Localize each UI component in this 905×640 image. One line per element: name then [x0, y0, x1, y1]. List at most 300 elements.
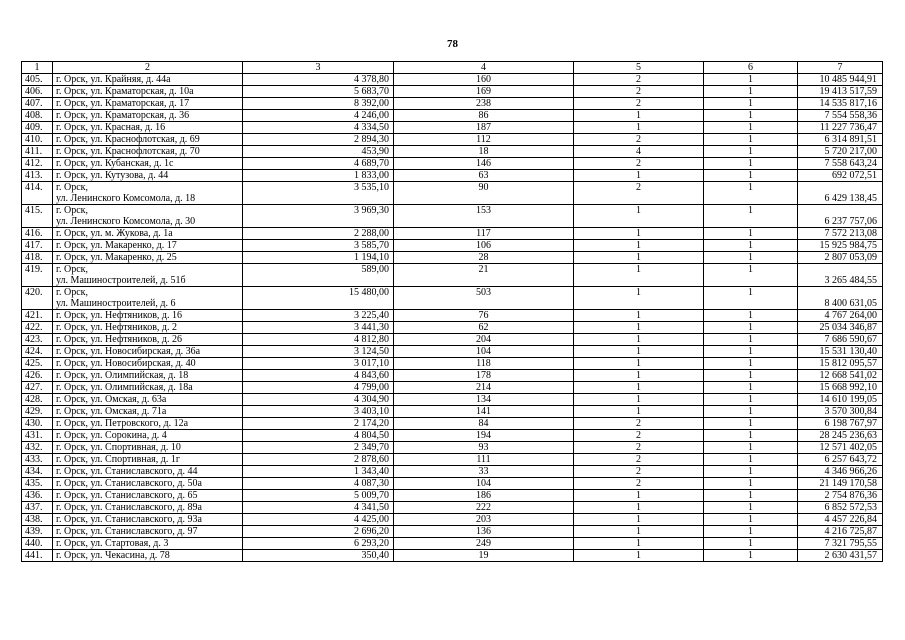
address-line-2: ул. Ленинского Комсомола, д. 30 — [56, 216, 196, 227]
row-amount: 7 686 590,67 — [798, 334, 883, 346]
row-col-6: 1 — [704, 264, 798, 287]
row-col-4: 153 — [394, 205, 574, 228]
table-row — [22, 110, 883, 122]
row-amount: 6 198 767,97 — [798, 418, 883, 430]
row-col-4: 249 — [394, 538, 574, 550]
address-line-1: г. Орск, ул. Нефтяников, д. 16 — [56, 310, 183, 321]
row-col-4: 194 — [394, 430, 574, 442]
header-col-1: 1 — [22, 62, 53, 74]
row-amount: 6 257 643,72 — [798, 454, 883, 466]
row-amount: 10 485 944,91 — [798, 74, 883, 86]
address-line-1: г. Орск, ул. Нефтяников, д. 26 — [56, 334, 183, 345]
row-col-6: 1 — [704, 466, 798, 478]
row-col-4: 222 — [394, 502, 574, 514]
row-col-5: 1 — [574, 240, 704, 252]
table-row — [22, 394, 883, 406]
row-number: 436. — [22, 490, 53, 502]
row-area: 4 843,60 — [243, 370, 394, 382]
address-line-1: г. Орск, ул. Станиславского, д. 50а — [56, 478, 202, 489]
header-col-3: 3 — [243, 62, 394, 74]
address-line-1: г. Орск, ул. Краматорская, д. 36 — [56, 110, 190, 121]
row-area: 2 174,20 — [243, 418, 394, 430]
row-col-5: 2 — [574, 86, 704, 98]
row-number: 434. — [22, 466, 53, 478]
row-col-5: 1 — [574, 346, 704, 358]
address-line-1: г. Орск, ул. Кубанская, д. 1с — [56, 158, 174, 169]
address-line-1: г. Орск, ул. Кутузова, д. 44 — [56, 170, 169, 181]
row-col-4: 203 — [394, 514, 574, 526]
row-col-6: 1 — [704, 334, 798, 346]
row-address — [53, 418, 243, 430]
row-col-5: 2 — [574, 466, 704, 478]
row-col-5: 1 — [574, 287, 704, 310]
row-address — [53, 490, 243, 502]
row-col-5: 1 — [574, 358, 704, 370]
row-col-6: 1 — [704, 346, 798, 358]
table-row — [22, 158, 883, 170]
header-col-2: 2 — [53, 62, 243, 74]
address-line-1: г. Орск, ул. Спортивная, д. 1г — [56, 454, 180, 465]
table-header-row — [22, 62, 883, 74]
row-area: 4 799,00 — [243, 382, 394, 394]
table-row — [22, 442, 883, 454]
row-col-6: 1 — [704, 86, 798, 98]
row-col-4: 214 — [394, 382, 574, 394]
row-col-6: 1 — [704, 287, 798, 310]
address-line-1: г. Орск, ул. Олимпийская, д. 18 — [56, 370, 189, 381]
row-number: 421. — [22, 310, 53, 322]
row-col-5: 2 — [574, 430, 704, 442]
row-number: 439. — [22, 526, 53, 538]
row-address — [53, 322, 243, 334]
row-amount: 7 554 558,36 — [798, 110, 883, 122]
row-number: 419. — [22, 264, 53, 287]
address-line-1: г. Орск, ул. Станиславского, д. 93а — [56, 514, 202, 525]
row-amount: 2 630 431,57 — [798, 550, 883, 562]
row-area: 589,00 — [243, 264, 394, 287]
row-col-5: 2 — [574, 442, 704, 454]
table-row — [22, 134, 883, 146]
table-row — [22, 182, 883, 205]
row-col-6: 1 — [704, 490, 798, 502]
row-col-4: 33 — [394, 466, 574, 478]
row-amount: 2 807 053,09 — [798, 252, 883, 264]
row-col-4: 63 — [394, 170, 574, 182]
header-col-5: 5 — [574, 62, 704, 74]
row-address — [53, 287, 243, 310]
row-amount: 7 558 643,24 — [798, 158, 883, 170]
row-area: 2 349,70 — [243, 442, 394, 454]
row-amount: 4 346 966,26 — [798, 466, 883, 478]
row-amount: 15 668 992,10 — [798, 382, 883, 394]
row-amount: 7 321 795,55 — [798, 538, 883, 550]
address-line-1: г. Орск, ул. Омская, д. 63а — [56, 394, 167, 405]
row-address — [53, 170, 243, 182]
table-row — [22, 418, 883, 430]
row-address — [53, 514, 243, 526]
row-col-6: 1 — [704, 74, 798, 86]
row-col-6: 1 — [704, 322, 798, 334]
address-line-1: г. Орск, ул. Спортивная, д. 10 — [56, 442, 181, 453]
table-row — [22, 334, 883, 346]
row-amount: 15 531 130,40 — [798, 346, 883, 358]
row-amount: 28 245 236,63 — [798, 430, 883, 442]
row-col-6: 1 — [704, 158, 798, 170]
row-col-6: 1 — [704, 550, 798, 562]
row-col-4: 118 — [394, 358, 574, 370]
table-row — [22, 478, 883, 490]
row-col-4: 134 — [394, 394, 574, 406]
table-row — [22, 146, 883, 158]
address-line-1: г. Орск, ул. Краматорская, д. 10а — [56, 86, 194, 97]
row-area: 2 894,30 — [243, 134, 394, 146]
row-address — [53, 74, 243, 86]
row-col-5: 1 — [574, 228, 704, 240]
table-row — [22, 514, 883, 526]
row-address — [53, 430, 243, 442]
row-number: 407. — [22, 98, 53, 110]
address-line-1: г. Орск, ул. Крайняя, д. 44а — [56, 74, 171, 85]
row-area: 4 304,90 — [243, 394, 394, 406]
row-amount: 3 570 300,84 — [798, 406, 883, 418]
row-amount: 8 400 631,05 — [798, 287, 883, 310]
row-col-5: 1 — [574, 526, 704, 538]
row-amount: 19 413 517,59 — [798, 86, 883, 98]
row-area: 4 378,80 — [243, 74, 394, 86]
row-col-5: 1 — [574, 122, 704, 134]
row-address — [53, 310, 243, 322]
table-row — [22, 310, 883, 322]
row-col-6: 1 — [704, 205, 798, 228]
row-area: 5 683,70 — [243, 86, 394, 98]
row-col-5: 1 — [574, 490, 704, 502]
row-col-4: 238 — [394, 98, 574, 110]
row-col-6: 1 — [704, 502, 798, 514]
row-amount: 4 767 264,00 — [798, 310, 883, 322]
row-col-4: 503 — [394, 287, 574, 310]
row-number: 440. — [22, 538, 53, 550]
row-address — [53, 158, 243, 170]
row-area: 1 343,40 — [243, 466, 394, 478]
row-col-4: 187 — [394, 122, 574, 134]
row-address — [53, 252, 243, 264]
row-col-4: 106 — [394, 240, 574, 252]
row-col-5: 1 — [574, 550, 704, 562]
row-area: 2 878,60 — [243, 454, 394, 466]
table-row — [22, 490, 883, 502]
row-address — [53, 240, 243, 252]
row-col-5: 1 — [574, 110, 704, 122]
row-amount: 14 610 199,05 — [798, 394, 883, 406]
row-number: 411. — [22, 146, 53, 158]
row-number: 413. — [22, 170, 53, 182]
row-col-5: 1 — [574, 252, 704, 264]
table-row — [22, 550, 883, 562]
row-col-4: 136 — [394, 526, 574, 538]
row-area: 1 194,10 — [243, 252, 394, 264]
row-area: 3 535,10 — [243, 182, 394, 205]
row-amount: 6 237 757,06 — [798, 205, 883, 228]
row-number: 418. — [22, 252, 53, 264]
row-area: 4 804,50 — [243, 430, 394, 442]
row-area: 453,90 — [243, 146, 394, 158]
row-number: 431. — [22, 430, 53, 442]
row-col-5: 1 — [574, 264, 704, 287]
row-amount: 692 072,51 — [798, 170, 883, 182]
address-line-1: г. Орск, ул. Сорокина, д. 4 — [56, 430, 167, 441]
row-address — [53, 382, 243, 394]
row-number: 424. — [22, 346, 53, 358]
row-col-4: 19 — [394, 550, 574, 562]
row-number: 430. — [22, 418, 53, 430]
row-address — [53, 346, 243, 358]
row-address — [53, 182, 243, 205]
row-col-4: 111 — [394, 454, 574, 466]
row-col-4: 104 — [394, 478, 574, 490]
address-line-1: г. Орск, ул. Нефтяников, д. 2 — [56, 322, 178, 333]
row-amount: 2 754 876,36 — [798, 490, 883, 502]
table-row — [22, 538, 883, 550]
address-line-1: г. Орск, ул. Петровского, д. 12а — [56, 418, 189, 429]
table-row — [22, 122, 883, 134]
header-col-4: 4 — [394, 62, 574, 74]
row-area: 3 585,70 — [243, 240, 394, 252]
row-col-4: 160 — [394, 74, 574, 86]
row-col-6: 1 — [704, 442, 798, 454]
row-address — [53, 466, 243, 478]
row-number: 426. — [22, 370, 53, 382]
page-number: 78 — [447, 38, 458, 50]
row-amount: 21 149 170,58 — [798, 478, 883, 490]
row-col-6: 1 — [704, 514, 798, 526]
row-col-5: 2 — [574, 74, 704, 86]
address-line-1: г. Орск, ул. Макаренко, д. 25 — [56, 252, 177, 263]
address-line-1: г. Орск, ул. Станиславского, д. 97 — [56, 526, 198, 537]
row-col-5: 1 — [574, 382, 704, 394]
table-row — [22, 322, 883, 334]
row-col-6: 1 — [704, 358, 798, 370]
address-line-2: ул. Машиностроителей, д. 6 — [56, 298, 176, 309]
address-line-1: г. Орск, — [56, 264, 88, 275]
row-area: 2 288,00 — [243, 228, 394, 240]
row-address — [53, 205, 243, 228]
row-col-6: 1 — [704, 310, 798, 322]
row-area: 3 225,40 — [243, 310, 394, 322]
row-amount: 12 571 402,05 — [798, 442, 883, 454]
row-col-6: 1 — [704, 382, 798, 394]
row-number: 425. — [22, 358, 53, 370]
row-col-5: 1 — [574, 310, 704, 322]
row-amount: 3 265 484,55 — [798, 264, 883, 287]
row-amount: 6 429 138,45 — [798, 182, 883, 205]
row-number: 408. — [22, 110, 53, 122]
row-address — [53, 358, 243, 370]
row-number: 420. — [22, 287, 53, 310]
row-col-4: 204 — [394, 334, 574, 346]
row-col-6: 1 — [704, 394, 798, 406]
row-number: 433. — [22, 454, 53, 466]
address-line-1: г. Орск, — [56, 182, 88, 193]
row-col-4: 90 — [394, 182, 574, 205]
row-number: 423. — [22, 334, 53, 346]
row-col-4: 93 — [394, 442, 574, 454]
row-area: 5 009,70 — [243, 490, 394, 502]
row-col-6: 1 — [704, 110, 798, 122]
row-number: 422. — [22, 322, 53, 334]
address-line-1: г. Орск, ул. Новосибирская, д. 36а — [56, 346, 201, 357]
row-col-5: 2 — [574, 454, 704, 466]
row-col-4: 86 — [394, 110, 574, 122]
row-number: 435. — [22, 478, 53, 490]
address-line-1: г. Орск, ул. Чекасина, д. 78 — [56, 550, 170, 561]
table-row — [22, 370, 883, 382]
row-address — [53, 122, 243, 134]
row-area: 350,40 — [243, 550, 394, 562]
table-body — [22, 62, 883, 562]
row-amount: 25 034 346,87 — [798, 322, 883, 334]
row-number: 417. — [22, 240, 53, 252]
row-address — [53, 86, 243, 98]
row-col-6: 1 — [704, 370, 798, 382]
row-col-6: 1 — [704, 146, 798, 158]
row-number: 410. — [22, 134, 53, 146]
row-address — [53, 538, 243, 550]
row-col-4: 112 — [394, 134, 574, 146]
row-col-6: 1 — [704, 430, 798, 442]
row-address — [53, 406, 243, 418]
row-col-5: 2 — [574, 182, 704, 205]
row-number: 441. — [22, 550, 53, 562]
table-row — [22, 346, 883, 358]
address-line-1: г. Орск, ул. Красная, д. 16 — [56, 122, 166, 133]
row-area: 4 246,00 — [243, 110, 394, 122]
row-address — [53, 228, 243, 240]
row-address — [53, 134, 243, 146]
row-col-4: 28 — [394, 252, 574, 264]
row-number: 429. — [22, 406, 53, 418]
row-amount: 7 572 213,08 — [798, 228, 883, 240]
row-col-5: 1 — [574, 406, 704, 418]
address-line-1: г. Орск, ул. Станиславского, д. 65 — [56, 490, 198, 501]
table-row — [22, 240, 883, 252]
row-area: 2 696,20 — [243, 526, 394, 538]
row-area: 8 392,00 — [243, 98, 394, 110]
row-col-5: 1 — [574, 322, 704, 334]
table-row — [22, 86, 883, 98]
row-address — [53, 98, 243, 110]
address-line-1: г. Орск, ул. Станиславского, д. 89а — [56, 502, 202, 513]
table-row — [22, 252, 883, 264]
row-col-6: 1 — [704, 240, 798, 252]
table-row — [22, 98, 883, 110]
row-col-6: 1 — [704, 228, 798, 240]
table-row — [22, 228, 883, 240]
table-row — [22, 205, 883, 228]
row-amount: 4 457 226,84 — [798, 514, 883, 526]
address-line-1: г. Орск, ул. Стартовая, д. 3 — [56, 538, 169, 549]
row-area: 3 017,10 — [243, 358, 394, 370]
row-col-6: 1 — [704, 478, 798, 490]
row-address — [53, 370, 243, 382]
address-line-1: г. Орск, ул. Новосибирская, д. 40 — [56, 358, 196, 369]
row-col-4: 84 — [394, 418, 574, 430]
address-line-1: г. Орск, ул. Станиславского, д. 44 — [56, 466, 198, 477]
row-number: 415. — [22, 205, 53, 228]
row-address — [53, 110, 243, 122]
row-col-4: 169 — [394, 86, 574, 98]
row-col-5: 1 — [574, 170, 704, 182]
row-col-5: 1 — [574, 334, 704, 346]
row-col-6: 1 — [704, 134, 798, 146]
row-area: 3 124,50 — [243, 346, 394, 358]
row-area: 3 403,10 — [243, 406, 394, 418]
header-col-7: 7 — [798, 62, 883, 74]
row-number: 432. — [22, 442, 53, 454]
row-col-5: 2 — [574, 98, 704, 110]
row-amount: 15 812 095,57 — [798, 358, 883, 370]
address-line-2: ул. Машиностроителей, д. 51б — [56, 275, 186, 286]
table-row — [22, 526, 883, 538]
row-col-6: 1 — [704, 98, 798, 110]
row-area: 4 341,50 — [243, 502, 394, 514]
row-amount: 6 314 891,51 — [798, 134, 883, 146]
row-address — [53, 334, 243, 346]
row-number: 405. — [22, 74, 53, 86]
row-col-5: 1 — [574, 514, 704, 526]
row-amount: 4 216 725,87 — [798, 526, 883, 538]
row-amount: 15 925 984,75 — [798, 240, 883, 252]
row-col-4: 21 — [394, 264, 574, 287]
row-number: 427. — [22, 382, 53, 394]
row-col-4: 104 — [394, 346, 574, 358]
table-row — [22, 454, 883, 466]
row-address — [53, 478, 243, 490]
address-line-1: г. Орск, ул. м. Жукова, д. 1а — [56, 228, 173, 239]
row-number: 416. — [22, 228, 53, 240]
row-col-4: 76 — [394, 310, 574, 322]
row-col-4: 178 — [394, 370, 574, 382]
table-row — [22, 264, 883, 287]
row-col-6: 1 — [704, 526, 798, 538]
row-number: 428. — [22, 394, 53, 406]
table-row — [22, 406, 883, 418]
row-number: 406. — [22, 86, 53, 98]
row-area: 3 441,30 — [243, 322, 394, 334]
table-row — [22, 358, 883, 370]
address-line-1: г. Орск, ул. Олимпийская, д. 18а — [56, 382, 193, 393]
row-col-5: 2 — [574, 418, 704, 430]
row-address — [53, 264, 243, 287]
row-number: 437. — [22, 502, 53, 514]
row-area: 4 087,30 — [243, 478, 394, 490]
row-col-6: 1 — [704, 538, 798, 550]
row-col-5: 2 — [574, 478, 704, 490]
row-address — [53, 146, 243, 158]
header-col-6: 6 — [704, 62, 798, 74]
housing-register-table — [21, 61, 883, 562]
table-row — [22, 466, 883, 478]
table-row — [22, 287, 883, 310]
row-address — [53, 550, 243, 562]
row-amount: 11 227 736,47 — [798, 122, 883, 134]
row-col-5: 1 — [574, 205, 704, 228]
address-line-1: г. Орск, ул. Краснофлотская, д. 70 — [56, 146, 200, 157]
row-col-5: 2 — [574, 134, 704, 146]
row-area: 3 969,30 — [243, 205, 394, 228]
row-col-6: 1 — [704, 170, 798, 182]
row-area: 6 293,20 — [243, 538, 394, 550]
address-line-1: г. Орск, — [56, 287, 88, 298]
